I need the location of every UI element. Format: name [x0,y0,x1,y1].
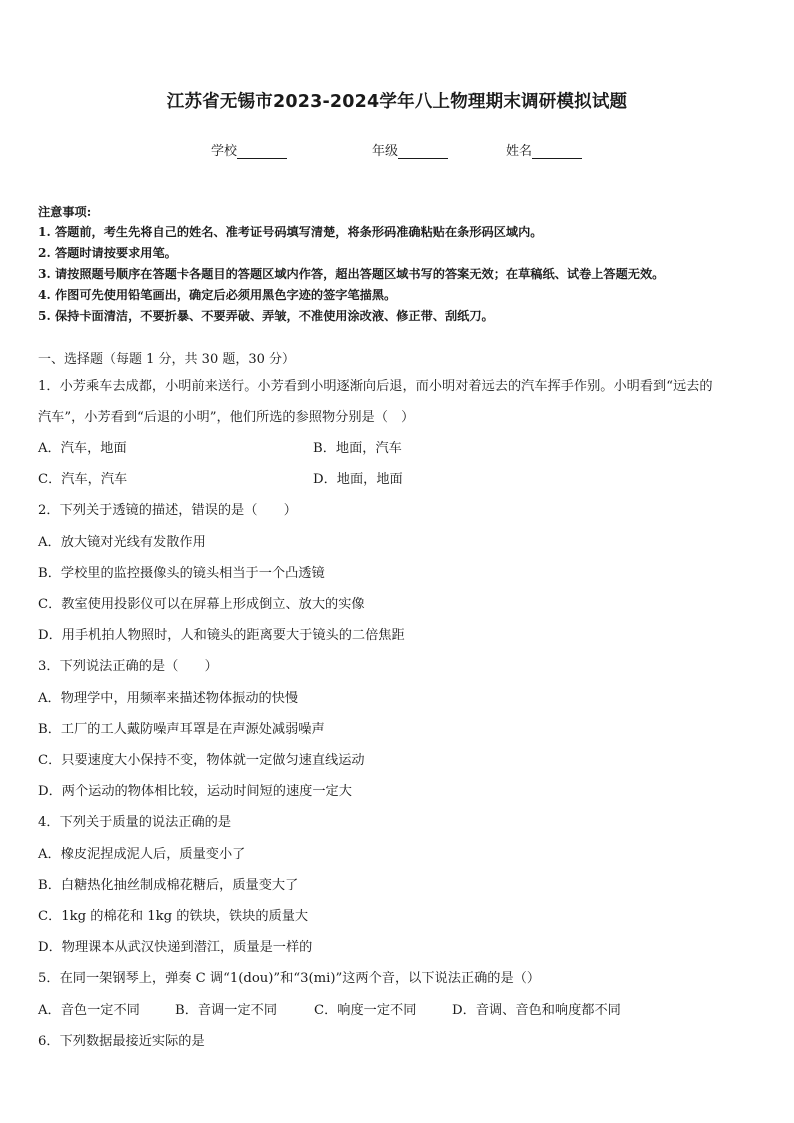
q5-option-d[interactable]: D．音调、音色和响度都不同 [452,1003,621,1018]
school-label: 学校 [211,144,238,159]
q3-option-b[interactable]: B．工厂的工人戴防噪声耳罩是在声源处减弱噪声 [38,722,325,737]
q5-option-a[interactable]: A．音色一定不同 [38,1003,140,1018]
question-5-stem: 5．在同一架钢琴上，弹奏 C 调“1(dou)”和“3(mi)”这两个音，以下说法正确的是（） [38,971,541,986]
q5-option-c[interactable]: C．响度一定不同 [314,1003,417,1018]
q1-option-a[interactable]: A．汽车，地面 [38,441,127,456]
school-blank[interactable] [237,144,287,159]
q4-option-d[interactable]: D．物理课本从武汉快递到潜江，质量是一样的 [38,940,313,955]
q2-option-b[interactable]: B．学校里的监控摄像头的镜头相当于一个凸透镜 [38,566,325,581]
notice-item: 4. 作图可先使用铅笔画出，确定后必须用黑色字迹的签字笔描黑。 [38,288,397,302]
q3-option-d[interactable]: D．两个运动的物体相比较，运动时间短的速度一定大 [38,784,352,799]
notice-heading: 注意事项: [38,205,92,219]
grade-field[interactable] [372,140,448,159]
section-heading: 一、选择题（每题 1 分，共 30 题，30 分） [38,352,296,367]
notice-item: 3. 请按照题号顺序在答题卡各题目的答题区域内作答，超出答题区域书写的答案无效；在草稿纸、试卷上答题无效。 [38,267,665,281]
q2-option-a[interactable]: A．放大镜对光线有发散作用 [38,535,206,550]
name-blank[interactable] [532,144,582,159]
question-1-stem-cont: 汽车”，小芳看到“后退的小明”，他们所选的参照物分别是（ ） [38,410,415,425]
q1-option-c[interactable]: C．汽车，汽车 [38,472,128,487]
q2-option-d[interactable]: D．用手机拍人物照时，人和镜头的距离要大于镜头的二倍焦距 [38,628,405,643]
q4-option-b[interactable]: B．白糖热化抽丝制成棉花糖后，质量变大了 [38,878,299,893]
question-4-stem: 4．下列关于质量的说法正确的是 [38,815,232,830]
page-title: 江苏省无锡市2023-2024学年八上物理期末调研模拟试题 [166,92,628,112]
name-label: 姓名 [506,144,533,159]
school-field[interactable] [211,140,287,159]
q4-option-a[interactable]: A．橡皮泥捏成泥人后，质量变小了 [38,847,246,862]
question-3-stem: 3．下列说法正确的是（ ） [38,659,218,674]
q2-option-c[interactable]: C．教室使用投影仪可以在屏幕上形成倒立、放大的实像 [38,597,365,612]
name-field[interactable] [506,140,582,159]
question-6-stem: 6．下列数据最接近实际的是 [38,1034,205,1049]
grade-blank[interactable] [398,144,448,159]
question-1-stem: 1．小芳乘车去成都，小明前来送行。小芳看到小明逐渐向后退，而小明对着远去的汽车挥手作别。小明看到“远去的 [38,379,713,394]
q1-option-b[interactable]: B．地面，汽车 [313,441,402,456]
q3-option-a[interactable]: A．物理学中，用频率来描述物体振动的快慢 [38,691,299,706]
q4-option-c[interactable]: C．1kg 的棉花和 1kg 的铁块，铁块的质量大 [38,909,309,924]
q1-option-d[interactable]: D．地面，地面 [313,472,403,487]
notice-item: 2. 答题时请按要求用笔。 [38,246,177,260]
grade-label: 年级 [372,144,399,159]
q5-option-b[interactable]: B．音调一定不同 [175,1003,278,1018]
notice-item: 5. 保持卡面清洁，不要折暴、不要弄破、弄皱，不准使用涂改液、修正带、刮纸刀。 [38,309,494,323]
notice-item: 1. 答题前，考生先将自己的姓名、准考证号码填写清楚，将条形码准确粘贴在条形码区域内。 [38,225,543,239]
q3-option-c[interactable]: C．只要速度大小保持不变，物体就一定做匀速直线运动 [38,753,365,768]
question-2-stem: 2．下列关于透镜的描述，错误的是（ ） [38,503,297,518]
